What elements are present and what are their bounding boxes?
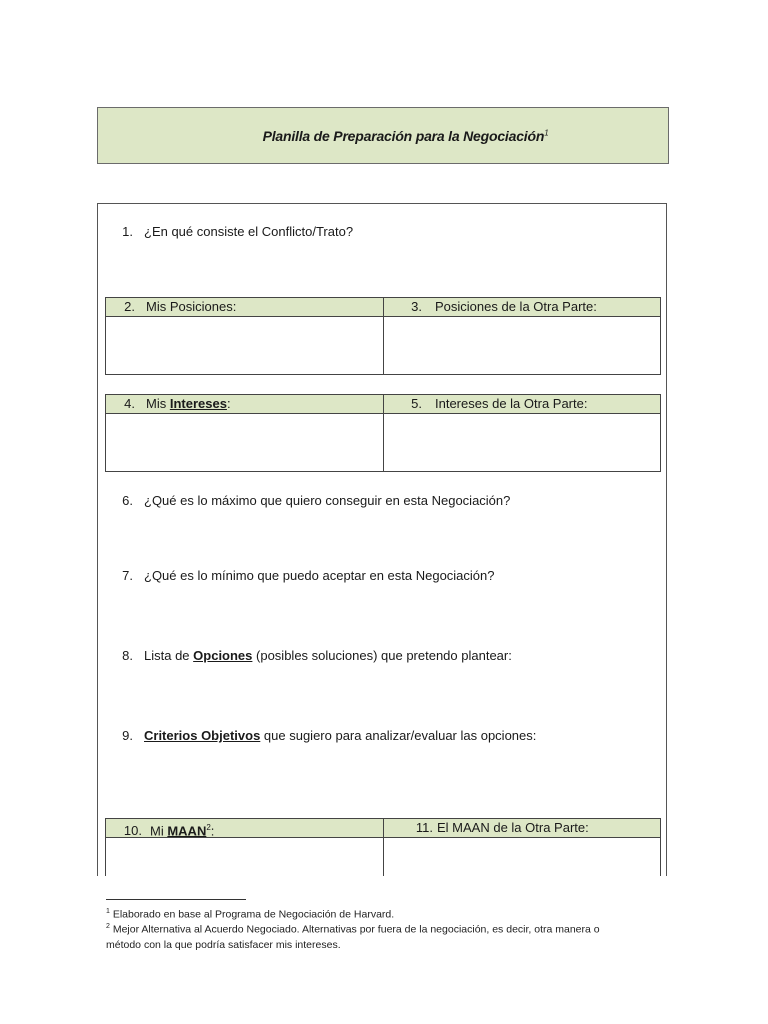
positions-table [105, 297, 661, 375]
other-maan-label: 11. El MAAN de la Otra Parte: [415, 820, 589, 835]
my-interests-field[interactable] [106, 414, 383, 471]
my-maan-label: 10. Mi MAAN$^2$: [123, 823, 215, 839]
other-positions-label: 3. Posiciones de la Otra Parte: [411, 299, 597, 314]
other-maan-field[interactable] [384, 838, 660, 877]
question-6: 6. ¿Qué es lo máximo que quiero conseguir en esta Negociación? [122, 493, 511, 508]
my-interests-label: 4. Mis Intereses: [124, 396, 231, 411]
title-box [97, 107, 669, 164]
other-positions-field[interactable] [384, 317, 660, 374]
footnote-1: $^1$ Elaborado en base al Programa de Negociación de Harvard. [106, 908, 395, 921]
other-interests-label: 5. Intereses de la Otra Parte: [411, 396, 588, 411]
footnote-separator [106, 899, 246, 900]
question-1: 1. ¿En qué consiste el Conflicto/Trato? [122, 224, 354, 239]
page-title: Planilla de Preparación para la Negociación$^1$ [262, 127, 549, 144]
maan-table [105, 818, 661, 876]
my-maan-field[interactable] [106, 838, 383, 877]
my-positions-field[interactable] [106, 317, 383, 374]
other-interests-field[interactable] [384, 414, 660, 471]
interests-table [105, 394, 661, 472]
my-positions-label: 2. Mis Posiciones: [124, 299, 237, 314]
question-8: 8. Lista de Opciones (posibles soluciones) que pretendo plantear: [122, 648, 512, 663]
question-7: 7. ¿Qué es lo mínimo que puedo aceptar en esta Negociación? [122, 568, 495, 583]
footnote-2: $^2$ Mejor Alternativa al Acuerdo Negociado. Alternativas por fuera de la negociación, es decir, otra manera o método con la que podría satisfacer mis intereses. [106, 923, 600, 951]
question-9: 9. Criterios Objetivos que sugiero para analizar/evaluar las opciones: [122, 728, 537, 743]
